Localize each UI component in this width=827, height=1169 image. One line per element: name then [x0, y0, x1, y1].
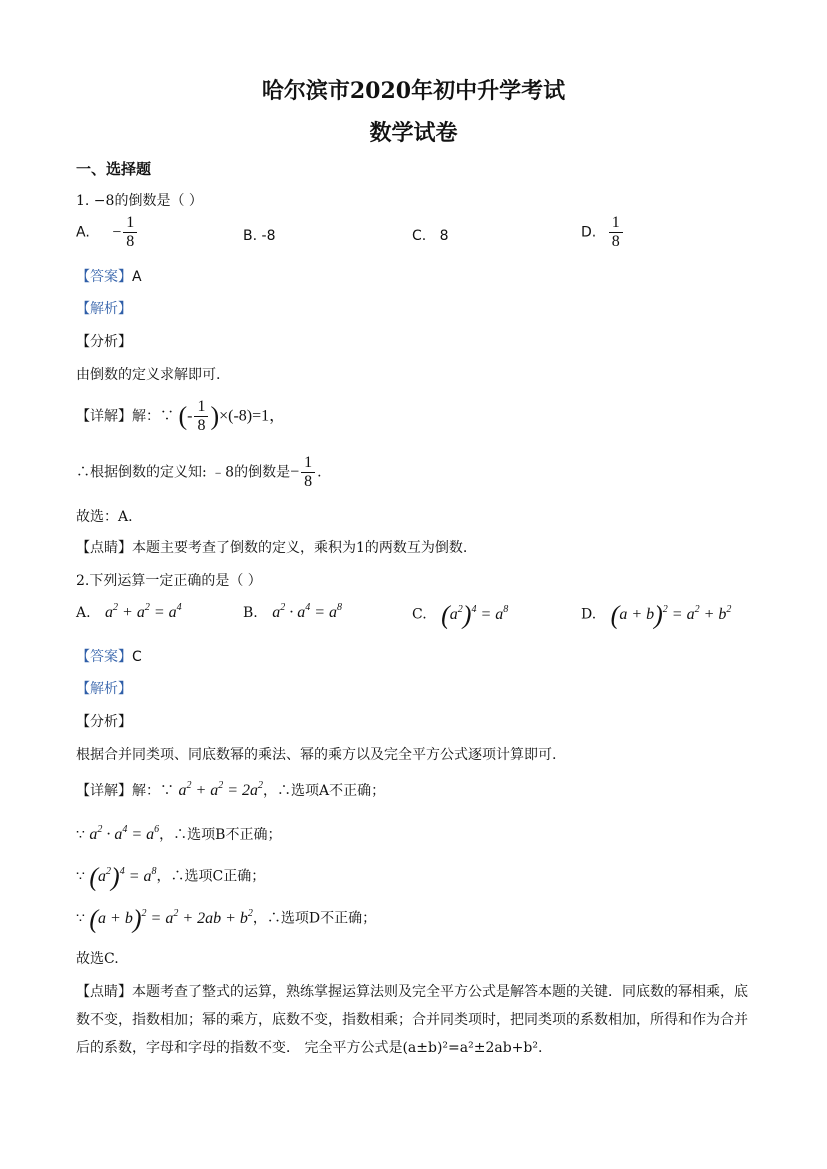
q1-therefore: ∴根据倒数的定义知: ﹣8的倒数是− $\frac{1}{8}$ . — [76, 454, 322, 490]
q2-detail-d: ∵ $(a + b)^2 = a^2 + 2ab + b^2$，∴选项D不正确； — [76, 904, 377, 933]
fraction: $\frac{1}{8}$ — [609, 214, 623, 251]
q1-choose: 故选：A. — [76, 509, 133, 525]
q1-option-c: C. 8 — [412, 228, 449, 244]
q1-fenxi-text: 由倒数的定义求解即可. — [76, 367, 221, 383]
q1-option-a: A. − $\frac{1}{8}$ — [76, 214, 139, 251]
q2-option-b: B. $a^2 \cdot a^4 = a^8$ — [243, 602, 342, 621]
section-heading: 一、选择题 — [76, 160, 152, 178]
q2-detail-a: 【详解】解：∵ $a^2 + a^2 = 2a^2$，∴选项A不正确； — [76, 780, 386, 799]
q2-detail-c: ∵ $(a^2)^4 = a^8$，∴选项C正确； — [76, 862, 266, 891]
q2-answer: 【答案】C — [76, 649, 142, 665]
q1-stem: 1. −8的倒数是（ ） — [76, 193, 203, 209]
q1-review: 【点睛】本题主要考查了倒数的定义，乘积为1的两数互为倒数. — [76, 540, 468, 556]
q1-fenxi-label: 【分析】 — [76, 334, 132, 350]
q2-fenxi-label: 【分析】 — [76, 714, 132, 730]
q2-review: 【点睛】本题考查了整式的运算，熟练掌握运算法则及完全平方公式是解答本题的关键．同底数的幂相乘，底数不变，指数相加；幂的乘方，底数不变，指数相乘；合并同类项时，把同类项的系数相加，所得和作为合并后的系数，字母和字母的指数不变． 完全平方公式是(a±b)²=a²±2ab+b². — [76, 984, 748, 1056]
q2-option-d: D. $(a + b)^2 = a^2 + b^2$ — [581, 600, 732, 629]
q2-fenxi-text: 根据合并同类项、同底数幂的乘法、幂的乘方以及完全平方公式逐项计算即可. — [76, 747, 557, 763]
q1-option-b: B. -8 — [243, 228, 276, 244]
q2-choose: 故选C. — [76, 951, 119, 967]
q2-analysis-label: 【解析】 — [76, 681, 132, 697]
q1-answer: 【答案】A — [76, 269, 142, 285]
fraction: $\frac{1}{8}$ — [123, 214, 137, 251]
q1-analysis-label: 【解析】 — [76, 301, 132, 317]
page-title: 哈尔滨市2020年初中升学考试 — [261, 78, 566, 104]
q2-detail-b: ∵ $a^2 \cdot a^4 = a^6$，∴选项B不正确； — [76, 824, 282, 843]
q2-option-c: C. $(a^2)^4 = a^8$ — [412, 600, 509, 629]
q2-option-a: A. $a^2 + a^2 = a^4$ — [76, 602, 182, 621]
q1-option-d: D. $\frac{1}{8}$ — [581, 214, 625, 251]
q1-detail: 【详解】解：∵ (- $\frac{1}{8}$ )×(-8)=1， — [76, 398, 286, 434]
page-subtitle: 数学试卷 — [369, 120, 458, 146]
q2-stem: 2.下列运算一定正确的是（ ） — [76, 573, 262, 589]
